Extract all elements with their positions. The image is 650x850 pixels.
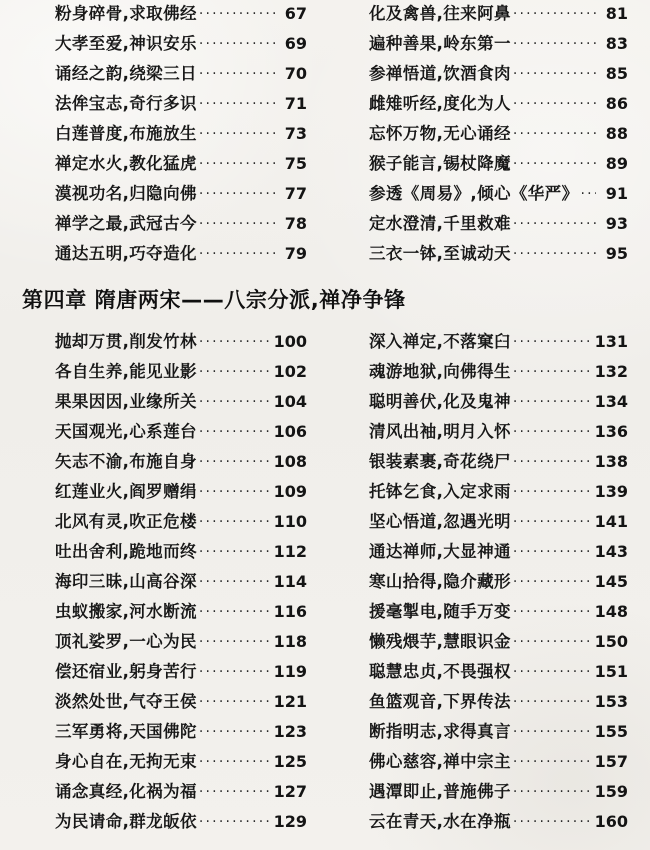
toc-leader-dots <box>513 425 593 439</box>
toc-entry-title: 聪慧忠贞,不畏强权 <box>369 662 511 681</box>
toc-entry-title: 顶礼娑罗,一心为民 <box>55 632 197 651</box>
toc-entry-title: 矢志不渝,布施自身 <box>55 452 197 471</box>
toc-leader-dots <box>199 127 275 141</box>
toc-entry-title: 参禅悟道,饮酒食肉 <box>369 64 511 83</box>
toc-entry-title: 定水澄清,千里救难 <box>369 214 511 233</box>
toc-entry-page-number: 77 <box>284 184 307 203</box>
toc-leader-dots <box>199 7 275 21</box>
toc-entry-title: 海印三昧,山高谷深 <box>55 572 197 591</box>
toc-entry-page-number: 155 <box>594 722 628 741</box>
toc-entry[interactable] <box>55 388 307 418</box>
toc-entry-title: 化及禽兽,往来阿鼻 <box>369 4 511 23</box>
toc-entry-page-number: 125 <box>273 752 307 771</box>
toc-leader-dots <box>199 515 272 529</box>
toc-entry-title: 天国观光,心系莲台 <box>55 422 197 441</box>
toc-entry-page-number: 121 <box>273 692 307 711</box>
toc-entry-page-number: 153 <box>594 692 628 711</box>
toc-leader-dots <box>199 97 275 111</box>
toc-entry-title: 三衣一钵,至诚动天 <box>369 244 511 263</box>
toc-entry[interactable] <box>55 448 307 478</box>
toc-leader-dots <box>199 157 275 171</box>
toc-entry-title: 身心自在,无拘无束 <box>55 752 197 771</box>
toc-leader-dots <box>513 755 593 769</box>
toc-entry-page-number: 139 <box>594 482 628 501</box>
toc-entry-page-number: 69 <box>284 34 307 53</box>
toc-entry[interactable] <box>55 328 307 358</box>
toc-entry[interactable] <box>55 30 307 60</box>
toc-entry-page-number: 119 <box>273 662 307 681</box>
toc-entry-title: 禅学之最,武冠古今 <box>55 214 197 233</box>
toc-entry[interactable] <box>369 538 628 568</box>
toc-entry-page-number: 112 <box>273 542 307 561</box>
toc-entry-page-number: 93 <box>605 214 628 233</box>
toc-entry[interactable] <box>55 210 307 240</box>
toc-leader-dots <box>513 97 596 111</box>
toc-entry[interactable] <box>369 0 628 30</box>
toc-entry-title: 禅定水火,教化猛虎 <box>55 154 197 173</box>
toc-entry-page-number: 132 <box>594 362 628 381</box>
toc-entry-title: 粉身碎骨,求取佛经 <box>55 4 197 23</box>
toc-leader-dots <box>513 247 596 261</box>
toc-entry[interactable] <box>369 748 628 778</box>
toc-entry[interactable] <box>55 150 307 180</box>
toc-entry[interactable] <box>369 628 628 658</box>
toc-entry-title: 忘怀万物,无心诵经 <box>369 124 511 143</box>
toc-entry[interactable] <box>55 508 307 538</box>
toc-entry-title: 吐出舍利,跪地而终 <box>55 542 197 561</box>
toc-entry-page-number: 141 <box>594 512 628 531</box>
toc-entry[interactable] <box>55 478 307 508</box>
toc-entry-page-number: 114 <box>273 572 307 591</box>
toc-leader-dots <box>199 755 272 769</box>
toc-entry[interactable] <box>369 718 628 748</box>
toc-entry-title: 遇潭即止,普施佛子 <box>369 782 511 801</box>
toc-entry[interactable] <box>55 120 307 150</box>
toc-entry[interactable] <box>369 358 628 388</box>
toc-entry[interactable] <box>369 598 628 628</box>
toc-entry-title: 参透《周易》,倾心《华严》 <box>369 184 579 203</box>
toc-entry-page-number: 131 <box>594 332 628 351</box>
toc-leader-dots <box>199 695 272 709</box>
toc-entry-page-number: 160 <box>594 812 628 831</box>
toc-entry-title: 猴子能言,锡杖降魔 <box>369 154 511 173</box>
toc-entry-title: 北风有灵,吹正危楼 <box>55 512 197 531</box>
toc-entry[interactable] <box>369 388 628 418</box>
toc-entry[interactable] <box>55 240 307 270</box>
toc-column-left <box>0 328 325 838</box>
toc-entry[interactable] <box>369 210 628 240</box>
toc-entry-title: 为民请命,群龙皈依 <box>55 812 197 831</box>
toc-leader-dots <box>513 395 593 409</box>
chapter-heading: 第四章 隋唐两宋——八宗分派,禅净争锋 <box>22 288 406 312</box>
toc-entry-title: 聪明善伏,化及鬼神 <box>369 392 511 411</box>
toc-leader-dots <box>513 665 593 679</box>
toc-leader-dots <box>199 247 275 261</box>
toc-entry[interactable] <box>369 508 628 538</box>
toc-entry-page-number: 67 <box>284 4 307 23</box>
toc-entry[interactable] <box>369 180 628 210</box>
toc-leader-dots <box>513 815 593 829</box>
toc-leader-dots <box>199 815 272 829</box>
toc-entry-page-number: 151 <box>594 662 628 681</box>
toc-entry-title: 清风出袖,明月入怀 <box>369 422 511 441</box>
toc-entry[interactable] <box>55 0 307 30</box>
toc-entry-page-number: 110 <box>273 512 307 531</box>
toc-leader-dots <box>513 217 596 231</box>
toc-leader-dots <box>513 335 593 349</box>
toc-entry-page-number: 78 <box>284 214 307 233</box>
toc-entry[interactable] <box>369 150 628 180</box>
toc-entry-page-number: 106 <box>273 422 307 441</box>
toc-leader-dots <box>513 127 596 141</box>
toc-entry-page-number: 123 <box>273 722 307 741</box>
toc-entry[interactable] <box>55 60 307 90</box>
toc-entry-page-number: 88 <box>605 124 628 143</box>
toc-entry-title: 红莲业火,阎罗赠绢 <box>55 482 197 501</box>
toc-entry[interactable] <box>55 718 307 748</box>
toc-leader-dots <box>199 605 272 619</box>
toc-entry-page-number: 100 <box>273 332 307 351</box>
toc-leader-dots <box>199 455 272 469</box>
toc-entry-page-number: 81 <box>605 4 628 23</box>
toc-leader-dots <box>513 37 596 51</box>
toc-entry[interactable] <box>369 418 628 448</box>
toc-entry-page-number: 143 <box>594 542 628 561</box>
toc-leader-dots <box>513 635 593 649</box>
toc-entry-page-number: 71 <box>284 94 307 113</box>
toc-entry[interactable] <box>369 60 628 90</box>
toc-leader-dots <box>513 785 593 799</box>
toc-entry[interactable] <box>55 418 307 448</box>
toc-entry[interactable] <box>369 688 628 718</box>
toc-entry-page-number: 118 <box>273 632 307 651</box>
toc-entry[interactable] <box>369 328 628 358</box>
toc-leader-dots <box>199 785 272 799</box>
toc-entry-title: 深入禅定,不落窠臼 <box>369 332 511 351</box>
toc-entry[interactable] <box>55 808 307 838</box>
toc-entry-page-number: 148 <box>594 602 628 621</box>
toc-entry[interactable] <box>55 180 307 210</box>
toc-entry-page-number: 145 <box>594 572 628 591</box>
toc-entry-title: 鱼篮观音,下界传法 <box>369 692 511 711</box>
toc-entry-page-number: 116 <box>273 602 307 621</box>
toc-entry-page-number: 91 <box>605 184 628 203</box>
toc-leader-dots <box>199 67 275 81</box>
toc-entry-page-number: 127 <box>273 782 307 801</box>
toc-entry[interactable] <box>55 688 307 718</box>
toc-column-left <box>0 0 325 270</box>
toc-entry[interactable] <box>369 240 628 270</box>
toc-entry-title: 通达五明,巧夺造化 <box>55 244 197 263</box>
toc-entry-title: 淡然处世,气夺王侯 <box>55 692 197 711</box>
toc-leader-dots <box>199 335 272 349</box>
toc-leader-dots <box>580 187 596 201</box>
toc-entry-title: 懒残煨芋,慧眼识金 <box>369 632 511 651</box>
toc-entry[interactable] <box>55 358 307 388</box>
toc-entry-page-number: 85 <box>605 64 628 83</box>
toc-entry[interactable] <box>55 598 307 628</box>
toc-entry-title: 雌雉听经,度化为人 <box>369 94 511 113</box>
toc-entry-title: 佛心慈容,禅中宗主 <box>369 752 511 771</box>
toc-entry-title: 白莲普度,布施放生 <box>55 124 197 143</box>
toc-entry-page-number: 89 <box>605 154 628 173</box>
toc-entry[interactable] <box>369 658 628 688</box>
toc-entry-page-number: 159 <box>594 782 628 801</box>
toc-section-chapter-three-tail <box>0 0 650 270</box>
toc-entry[interactable] <box>369 808 628 838</box>
toc-leader-dots <box>199 545 272 559</box>
toc-entry-title: 法侔宝志,奇行多识 <box>55 94 197 113</box>
toc-entry-title: 断指明志,求得真言 <box>369 722 511 741</box>
toc-entry-title: 魂游地狱,向佛得生 <box>369 362 511 381</box>
toc-leader-dots <box>199 485 272 499</box>
toc-leader-dots <box>199 635 272 649</box>
toc-entry-title: 寒山拾得,隐介藏形 <box>369 572 511 591</box>
toc-leader-dots <box>513 605 593 619</box>
toc-entry-title: 大孝至爱,神识安乐 <box>55 34 197 53</box>
toc-entry[interactable] <box>55 748 307 778</box>
toc-columns <box>0 0 650 270</box>
toc-leader-dots <box>513 485 593 499</box>
toc-entry-title: 银装素裹,奇花绕尸 <box>369 452 511 471</box>
toc-entry-page-number: 150 <box>594 632 628 651</box>
toc-leader-dots <box>199 725 272 739</box>
toc-entry-page-number: 109 <box>273 482 307 501</box>
toc-entry[interactable] <box>369 448 628 478</box>
toc-entry-page-number: 95 <box>605 244 628 263</box>
toc-leader-dots <box>513 695 593 709</box>
toc-entry[interactable] <box>369 478 628 508</box>
toc-entry-title: 托钵乞食,入定求雨 <box>369 482 511 501</box>
toc-column-right <box>325 0 650 270</box>
toc-entry-page-number: 129 <box>273 812 307 831</box>
toc-entry-title: 果果因因,业缘所关 <box>55 392 197 411</box>
toc-entry-title: 抛却万贯,削发竹林 <box>55 332 197 351</box>
toc-entry-page-number: 73 <box>284 124 307 143</box>
toc-entry-page-number: 75 <box>284 154 307 173</box>
toc-leader-dots <box>513 725 593 739</box>
toc-entry[interactable] <box>55 568 307 598</box>
toc-entry[interactable] <box>55 538 307 568</box>
toc-leader-dots <box>513 157 596 171</box>
toc-entry-page-number: 108 <box>273 452 307 471</box>
toc-entry[interactable] <box>369 120 628 150</box>
toc-leader-dots <box>513 575 593 589</box>
toc-entry[interactable] <box>369 568 628 598</box>
toc-entry-title: 云在青天,水在净瓶 <box>369 812 511 831</box>
toc-entry[interactable] <box>55 658 307 688</box>
toc-entry-page-number: 83 <box>605 34 628 53</box>
toc-leader-dots <box>199 217 275 231</box>
toc-entry[interactable] <box>369 30 628 60</box>
toc-entry-page-number: 138 <box>594 452 628 471</box>
toc-entry-title: 三军勇将,天国佛陀 <box>55 722 197 741</box>
toc-entry-title: 诵念真经,化祸为福 <box>55 782 197 801</box>
toc-section-chapter-four <box>0 328 650 838</box>
toc-column-right <box>325 328 650 838</box>
toc-entry-page-number: 136 <box>594 422 628 441</box>
toc-entry-title: 诵经之韵,绕梁三日 <box>55 64 197 83</box>
toc-entry-title: 虫蚁搬家,河水断流 <box>55 602 197 621</box>
toc-entry-title: 漠视功名,归隐向佛 <box>55 184 197 203</box>
toc-leader-dots <box>199 187 275 201</box>
toc-entry-page-number: 157 <box>594 752 628 771</box>
toc-leader-dots <box>199 395 272 409</box>
toc-entry-title: 偿还宿业,躬身苦行 <box>55 662 197 681</box>
toc-entry-title: 通达禅师,大显神通 <box>369 542 511 561</box>
toc-leader-dots <box>199 665 272 679</box>
toc-columns <box>0 328 650 838</box>
toc-leader-dots <box>513 515 593 529</box>
toc-entry[interactable] <box>369 90 628 120</box>
toc-entry-title: 援毫掣电,随手万变 <box>369 602 511 621</box>
toc-leader-dots <box>513 545 593 559</box>
toc-leader-dots <box>513 67 596 81</box>
toc-entry-page-number: 104 <box>273 392 307 411</box>
toc-entry-page-number: 79 <box>284 244 307 263</box>
toc-leader-dots <box>199 365 272 379</box>
toc-entry-page-number: 86 <box>605 94 628 113</box>
toc-entry[interactable] <box>55 628 307 658</box>
toc-leader-dots <box>199 425 272 439</box>
toc-leader-dots <box>513 365 593 379</box>
toc-entry-page-number: 134 <box>594 392 628 411</box>
toc-entry-title: 遍种善果,岭东第一 <box>369 34 511 53</box>
toc-leader-dots <box>199 37 275 51</box>
toc-entry[interactable] <box>55 90 307 120</box>
toc-leader-dots <box>513 7 596 21</box>
toc-entry-title: 坚心悟道,忽遇光明 <box>369 512 511 531</box>
toc-leader-dots <box>513 455 593 469</box>
toc-leader-dots <box>199 575 272 589</box>
toc-entry[interactable] <box>369 778 628 808</box>
toc-entry-page-number: 102 <box>273 362 307 381</box>
toc-entry[interactable] <box>55 778 307 808</box>
toc-entry-title: 各自生养,能见业影 <box>55 362 197 381</box>
toc-entry-page-number: 70 <box>284 64 307 83</box>
